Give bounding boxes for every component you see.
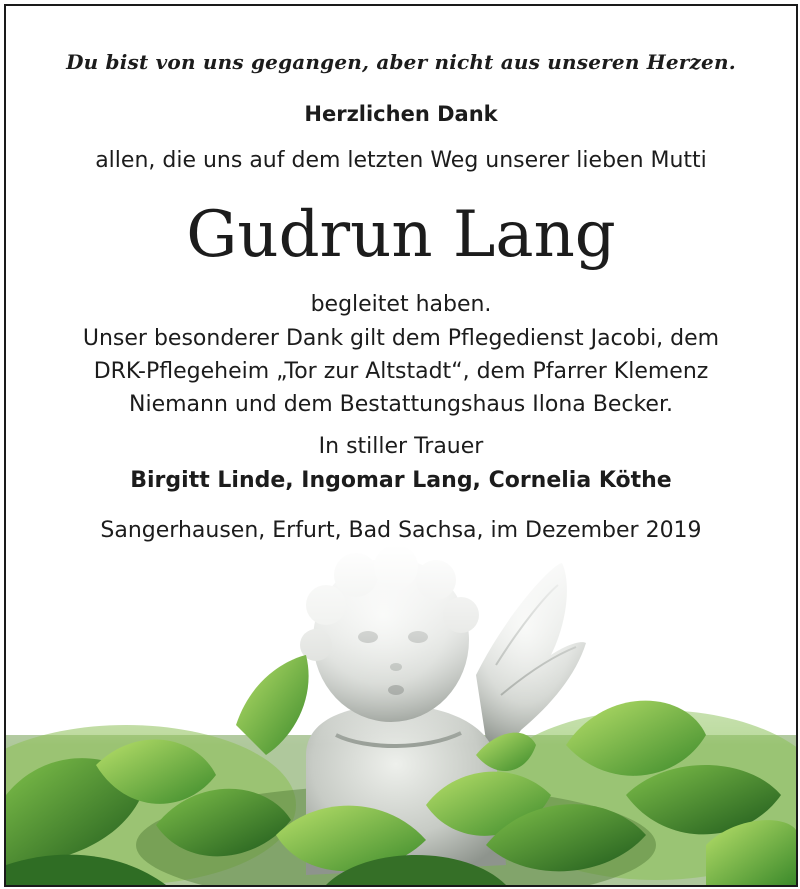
motto-line: Du bist von uns gegangen, aber nicht aus unseren Herzen. xyxy=(66,50,736,74)
thanks-heading: Herzlichen Dank xyxy=(304,102,498,126)
body-line: Niemann und dem Bestattungshaus Ilona Becker. xyxy=(129,392,673,417)
body-line: begleitet haben. xyxy=(310,292,492,317)
deceased-name: Gudrun Lang xyxy=(186,198,616,272)
obituary-card xyxy=(4,4,798,887)
place-date: Sangerhausen, Erfurt, Bad Sachsa, im Dezember 2019 xyxy=(100,518,702,543)
angel-ivy-image xyxy=(6,545,796,885)
intro-line: allen, die uns auf dem letzten Weg unserer lieben Mutti xyxy=(95,148,707,173)
body-line: DRK-Pflegeheim „Tor zur Altstadt“, dem Pfarrer Klemenz xyxy=(93,359,709,384)
body-line: Unser besonderer Dank gilt dem Pflegedienst Jacobi, dem xyxy=(82,326,720,351)
mourners-names: Birgitt Linde, Ingomar Lang, Cornelia Köthe xyxy=(130,468,672,493)
mourning-label: In stiller Trauer xyxy=(318,434,484,459)
